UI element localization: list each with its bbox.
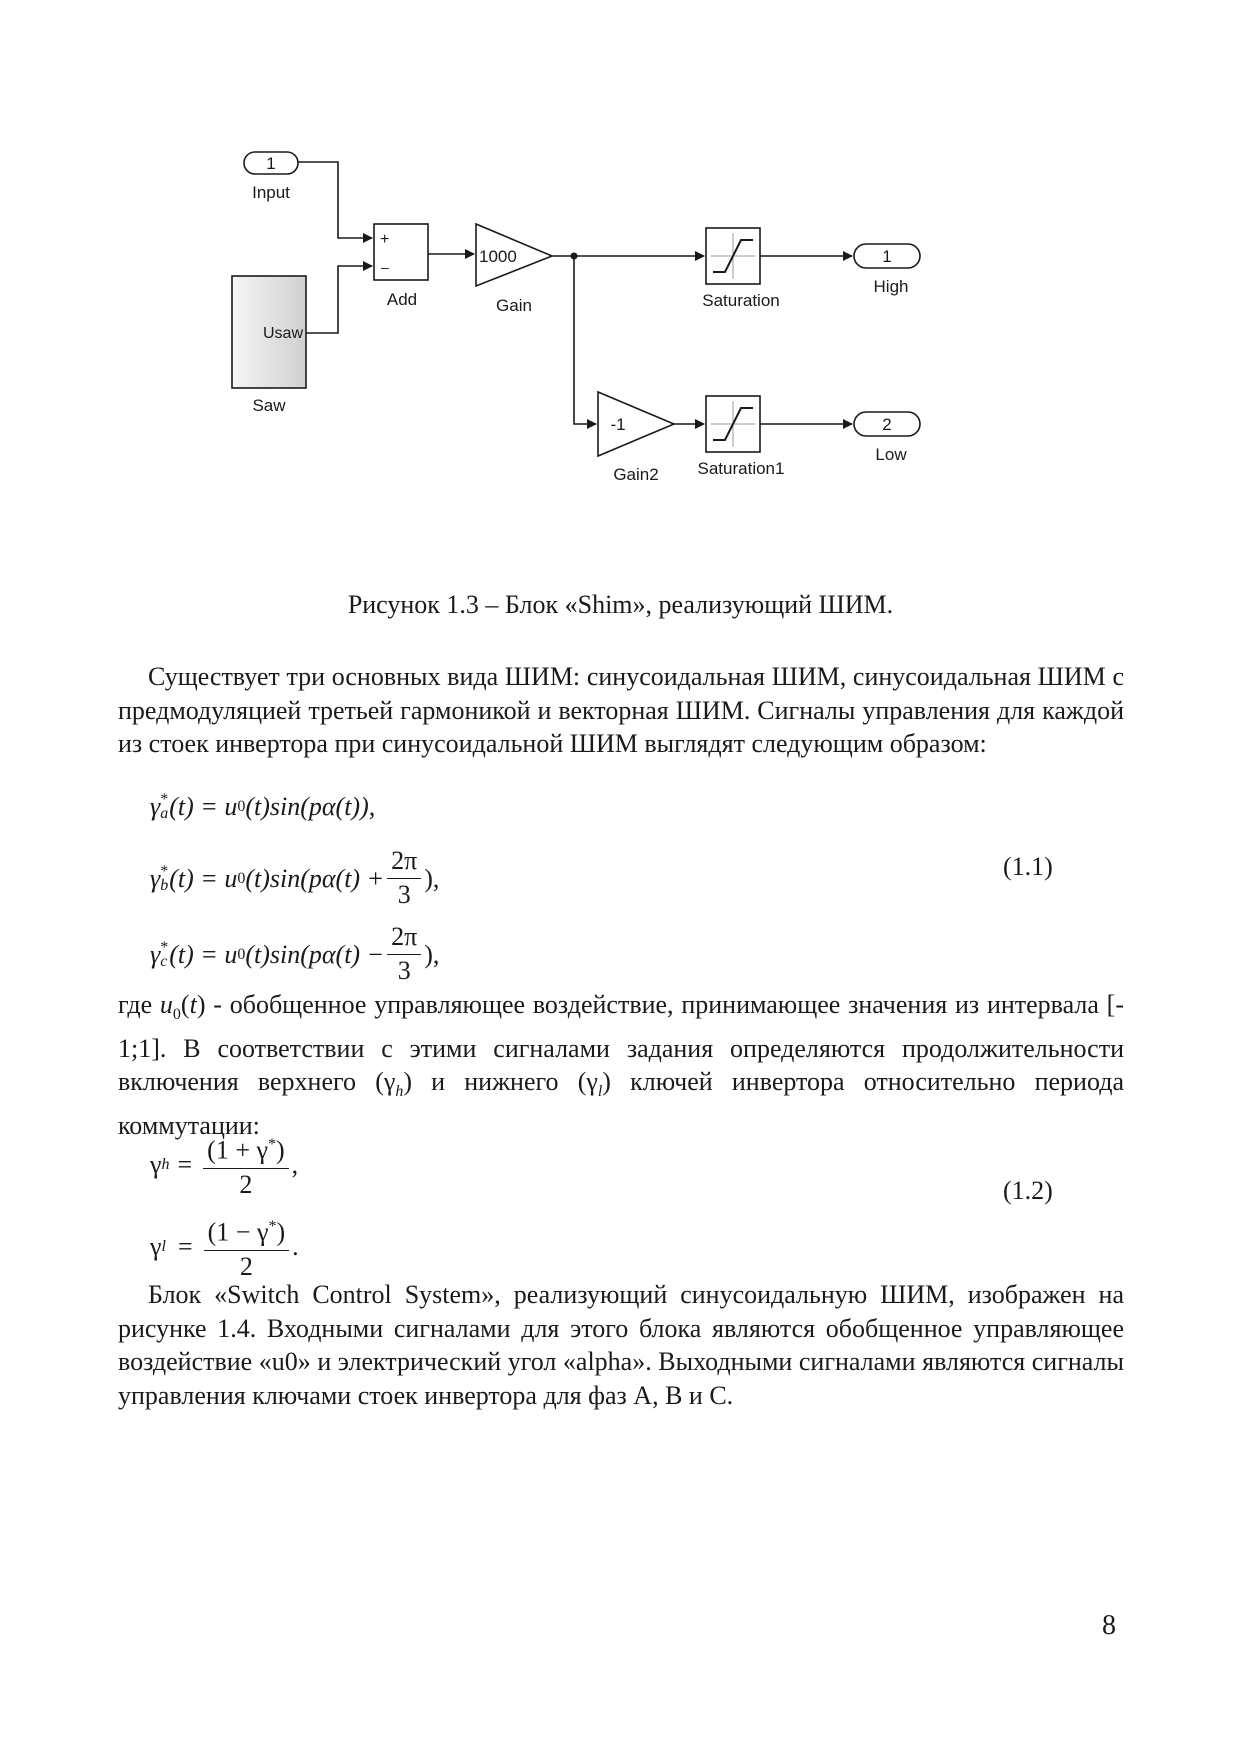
gain-block[interactable]: [476, 224, 552, 315]
saturation1-label: Saturation1: [697, 459, 785, 478]
branch-point: [571, 253, 578, 260]
add-plus-sign: +: [380, 231, 390, 248]
equation-gamma-b: γ * b (t) = u 0 (t)sin(pα(t) + $\frac{2\pi}{3}$ ),: [150, 846, 440, 909]
gain2-value: -1: [610, 415, 626, 434]
fraction-2pi-3: $\frac{2\pi}{3}$: [387, 922, 421, 987]
equation-gamma-h: γ h = $\frac{(1 + \gamma^*)}{2}$ ,: [150, 1130, 298, 1201]
outport-low-number: 2: [882, 415, 892, 434]
outport-low-label: Low: [875, 445, 907, 464]
fraction-gamma-h: $\frac{(1 + \gamma^*)}{2}$: [203, 1130, 288, 1201]
paragraph-2: где $u_0(t)$ - обобщенное управляющее воздействие, принимающее значения из интервала [- 1;1]. В соответствии с этими сигналами задания определяются продолжительности включения верхнего $(\gamma_h)$ и нижнего $(\gamma_l)$ ключей инвертора относительно периода коммутации:: [118, 990, 1124, 1140]
outport-high-number: 1: [882, 247, 892, 266]
saturation1-block[interactable]: [698, 396, 785, 478]
outport-high-label: High: [873, 277, 909, 296]
fraction-gamma-l: $\frac{(1 - \gamma^*)}{2}$: [204, 1212, 289, 1283]
equation-number-1-2: (1.2): [1003, 1176, 1053, 1205]
wire-input-to-add: [298, 162, 372, 238]
wire-saw-to-add: [306, 266, 372, 333]
equation-gamma-l: γ l = $\frac{(1 - \gamma^*)}{2}$ .: [150, 1212, 299, 1283]
simulink-diagram: [0, 0, 1241, 520]
add-label: Add: [386, 290, 418, 309]
equation-gamma-a: γ * a (t) = u 0 (t)sin(pα(t)),: [150, 791, 376, 822]
saw-block[interactable]: [232, 276, 306, 415]
saw-port-label: Usaw: [262, 325, 303, 342]
gain2-label: Gain2: [613, 465, 659, 484]
gain-label: Gain: [496, 296, 532, 315]
paragraph-1: Существует три основных вида ШИМ: синусоидальная ШИМ, синусоидальная ШИМ с предмодуляцией третьей гармоникой и векторная ШИМ. Сигналы управления для каждой из стоек инвертора при синусоидальной ШИМ выглядят следующим образом:: [118, 662, 1124, 758]
outport-high[interactable]: [854, 244, 920, 296]
figure-caption: Рисунок 1.3 – Блок «Shim», реализующий ШИМ.: [347, 590, 894, 619]
add-block[interactable]: [374, 224, 428, 309]
saturation-label: Saturation: [702, 291, 780, 310]
gain-value: 1000: [479, 247, 517, 266]
gain2-block[interactable]: [598, 392, 674, 484]
saw-label: Saw: [252, 396, 286, 415]
wire-branch-to-gain2: [574, 256, 596, 424]
outport-low[interactable]: [854, 412, 920, 464]
page-number: 8: [1102, 1610, 1116, 1641]
saturation-block[interactable]: [702, 228, 780, 310]
add-minus-sign: –: [381, 259, 389, 275]
inport-input[interactable]: [244, 152, 298, 202]
equation-gamma-c: γ * c (t) = u 0 (t)sin(pα(t) − $\frac{2\pi}{3}$ ),: [150, 922, 440, 985]
equation-number-1-1: (1.1): [1003, 852, 1053, 881]
inport-input-number: 1: [266, 154, 276, 173]
paragraph-3: Блок «Switch Control System», реализующий синусоидальную ШИМ, изображен на рисунке 1.4. Входными сигналами для этого блока являются обобщенное управляющее воздействие «u0» и электрический угол «alpha». Выходными сигналами являются сигналы управления ключами стоек инвертора для фаз A, B и C.: [118, 1280, 1124, 1410]
fraction-2pi-3: $\frac{2\pi}{3}$: [387, 846, 421, 911]
inport-input-label: Input: [252, 183, 290, 202]
